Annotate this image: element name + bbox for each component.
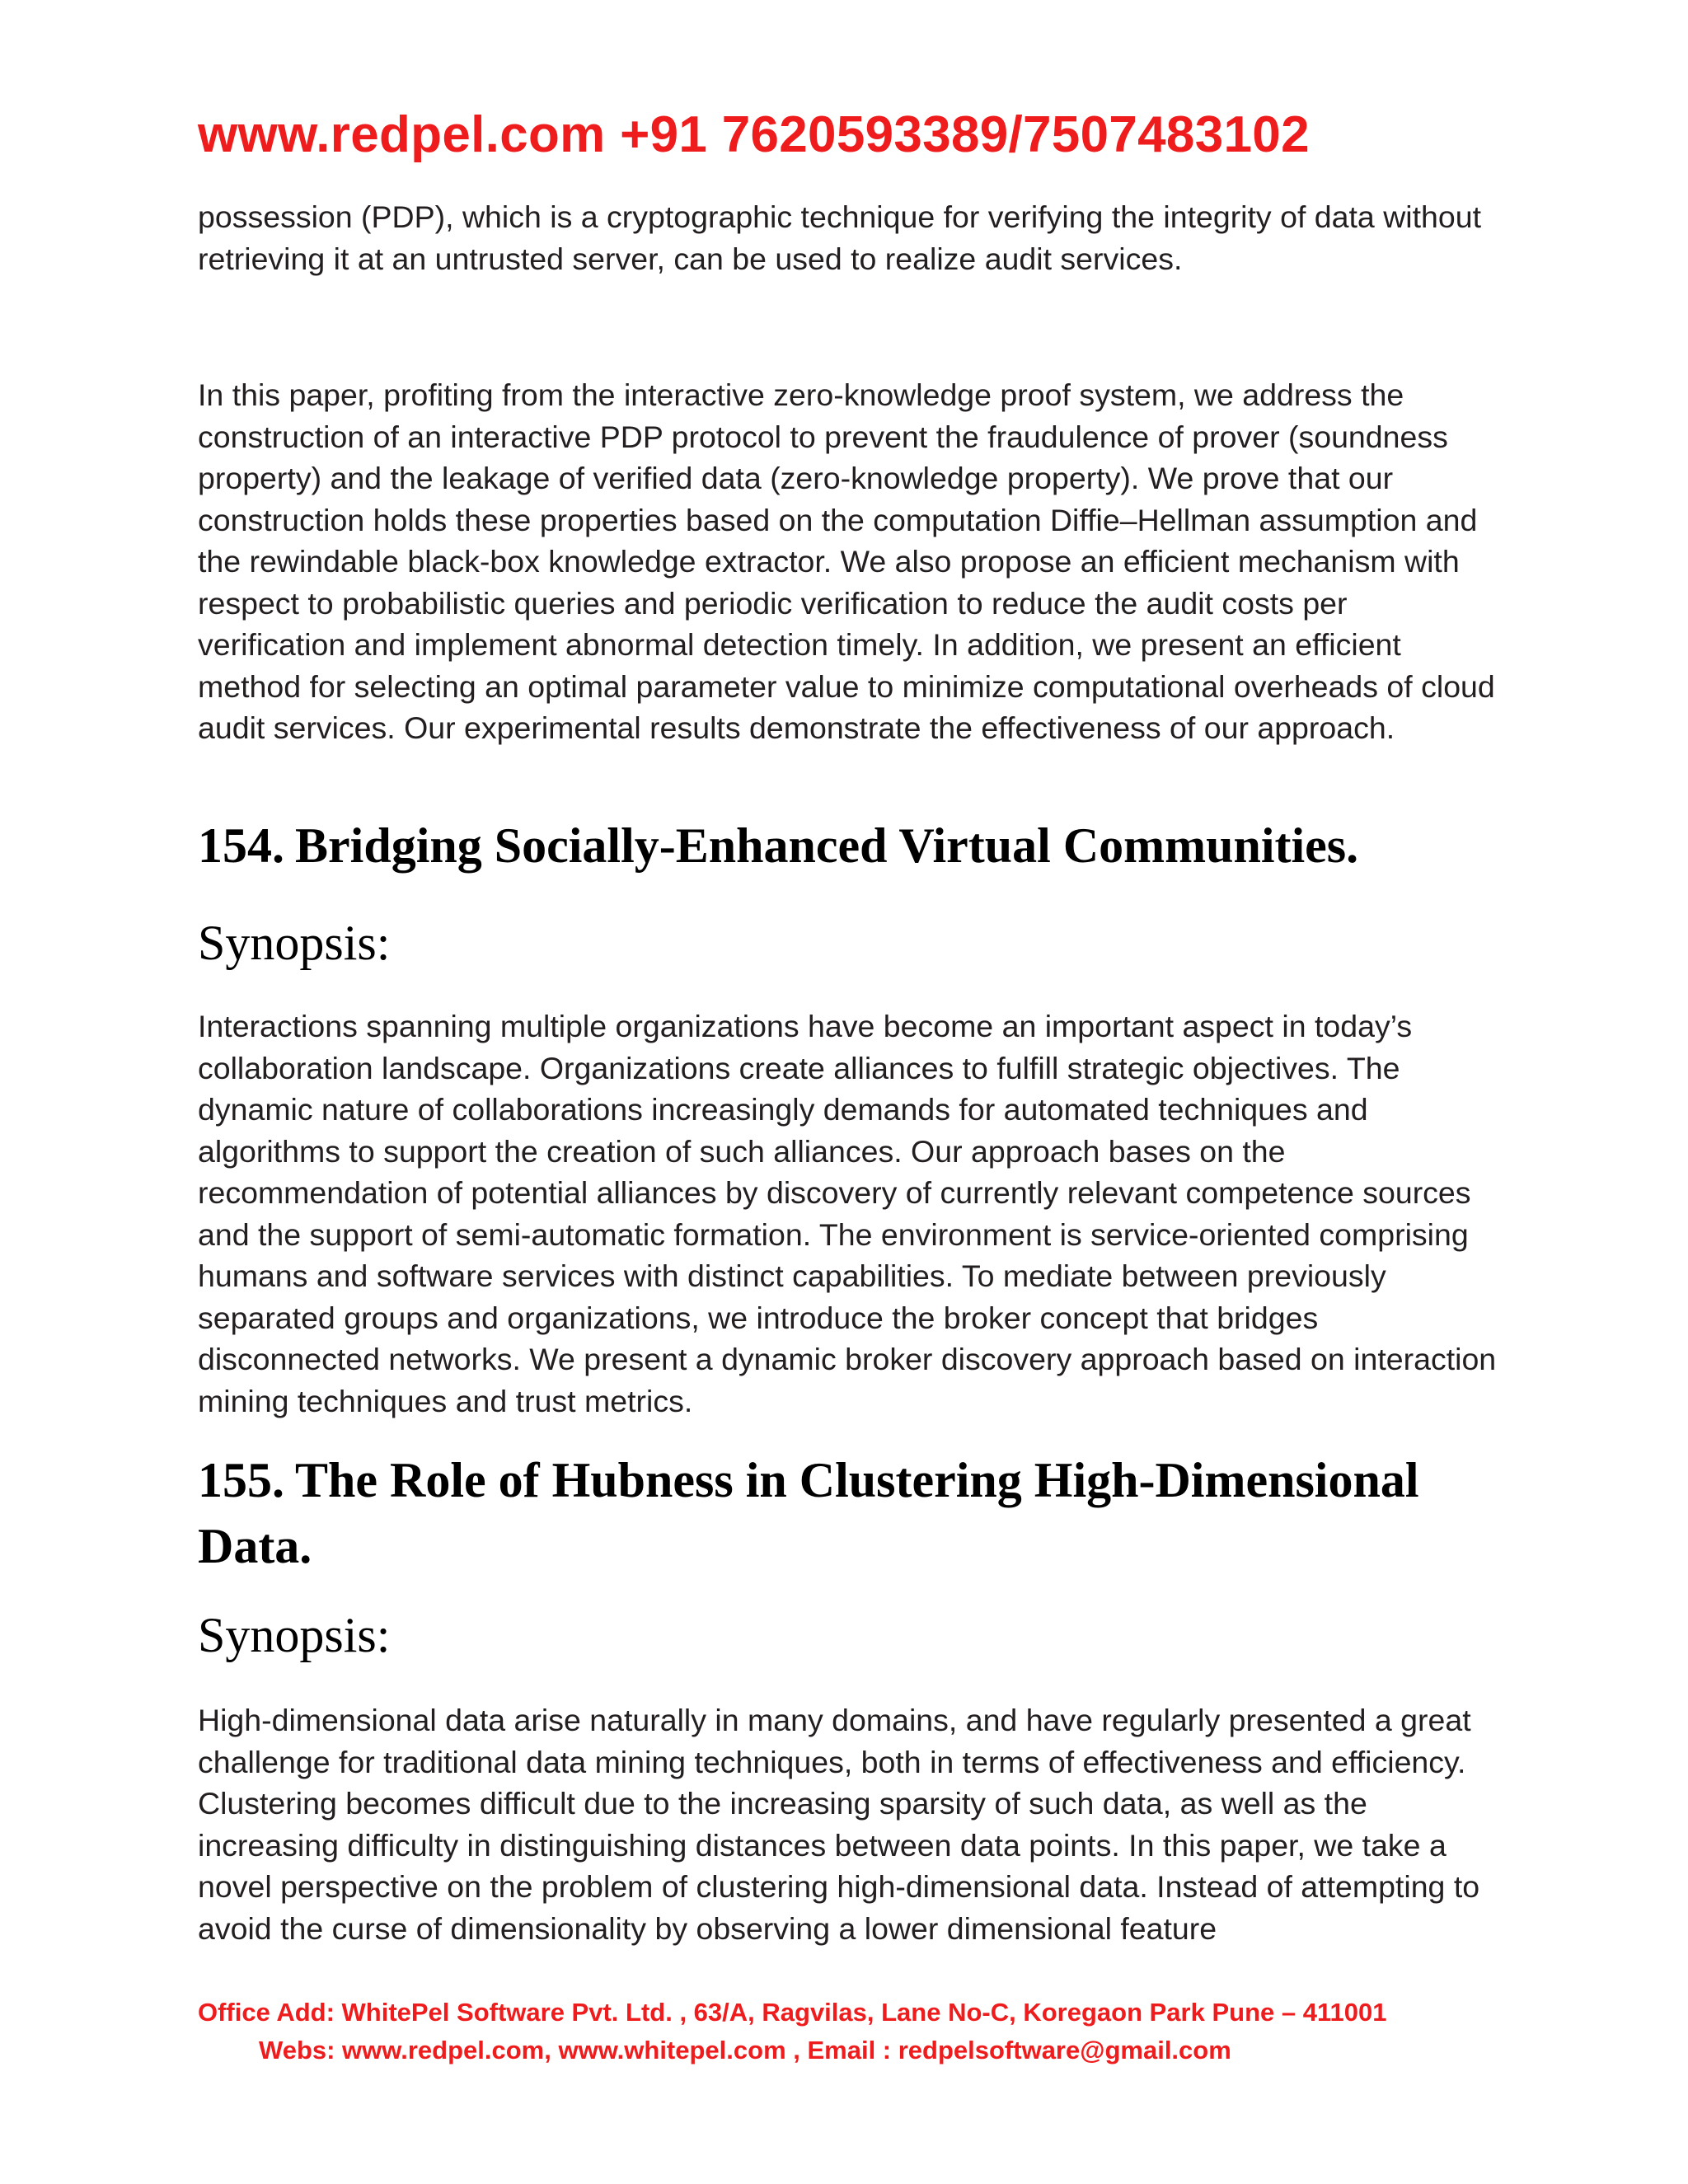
section-154-heading (198, 813, 1500, 879)
section-154-title: Bridging Socially-Enhanced Virtual Communities. (295, 818, 1359, 873)
section-155-heading (198, 1447, 1500, 1579)
section-155-synopsis-label: Synopsis: (198, 1608, 391, 1662)
section-154-number: 154. (198, 818, 284, 873)
section-155-number: 155. (198, 1453, 284, 1507)
footer-office-address: Office Add: WhitePel Software Pvt. Ltd. , 63/A, Ragvilas, Lane No-C, Koregaon Park Pune – 411001 (198, 1998, 1387, 2027)
header-contact: www.redpel.com +91 7620593389/7507483102 (198, 106, 1310, 163)
section-154-synopsis-text: Interactions spanning multiple organizations have become an important aspect in today’s collaboration landscape. Organizations create alliances to fulfill strategic objectives. The dynamic nature of collaborations increasingly demands for automated techniques and algorithms to support the creation of such alliances. Our approach bases on the recommendation of potential alliances by discovery of currently relevant competence sources and the support of semi-automatic formation. The environment is service-oriented comprising humans and software services with distinct capabilities. To mediate between previously separated groups and organizations, we introduce the broker concept that bridges disconnected networks. We present a dynamic broker discovery approach based on interaction mining techniques and trust metrics. (198, 1009, 1497, 1418)
section-154-synopsis-label: Synopsis: (198, 916, 391, 970)
section-155-title: The Role of Hubness in Clustering High-Dimensional Data. (198, 1453, 1419, 1573)
section-155-synopsis-text: High-dimensional data arise naturally in many domains, and have regularly presented a great challenge for traditional data mining techniques, both in terms of effectiveness and efficiency. Clustering becomes difficult due to the increasing sparsity of such data, as well as the increasing difficulty in distinguishing distances between data points. In this paper, we take a novel perspective on the problem of clustering high-dimensional data. Instead of attempting to avoid the curse of dimensionality by observing a lower dimensional feature (198, 1703, 1480, 1946)
footer-webs-email: Webs: www.redpel.com, www.whitepel.com , Email : redpelsoftware@gmail.com (259, 2036, 1231, 2064)
intro-paragraph: In this paper, profiting from the interactive zero-knowledge proof system, we address the construction of an interactive PDP protocol to prevent the fraudulence of prover (soundness property) and the leakage of verified data (zero-knowledge property). We prove that our construction holds these properties based on the computation Diffie–Hellman assumption and the rewindable black-box knowledge extractor. We also propose an efficient mechanism with respect to probabilistic queries and periodic verification to reduce the audit costs per verification and implement abnormal detection timely. In addition, we present an efficient method for selecting an optimal parameter value to minimize computational overheads of cloud audit services. Our experimental results demonstrate the effectiveness of our approach. (198, 377, 1495, 745)
intro-continuation-paragraph: possession (PDP), which is a cryptographic technique for verifying the integrity of data without retrieving it at an untrusted server, can be used to realize audit services. (198, 199, 1482, 276)
